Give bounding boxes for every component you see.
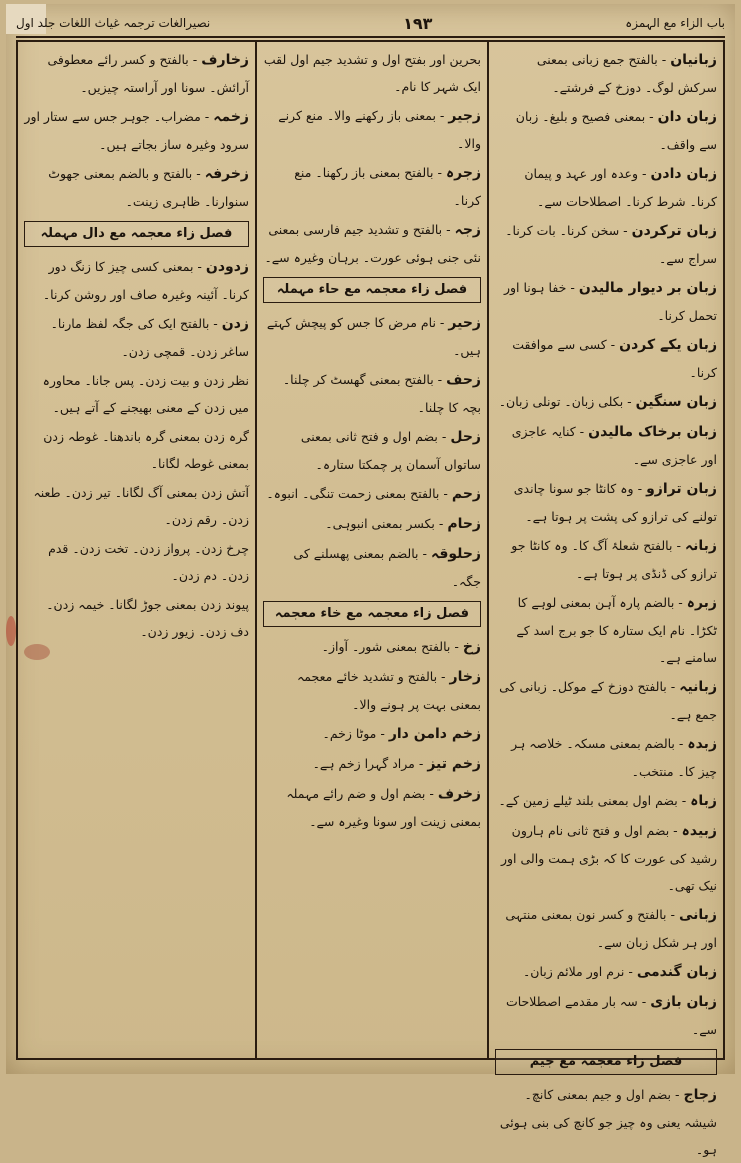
entry-headword: زخار [449,669,481,685]
dictionary-entry: زجاج - بضم اول و جیم بمعنی کانچ۔ شیشہ یعنی وہ چیز جو کانچ کی بنی ہوئی ہو۔ [499,1087,717,1157]
entry-definition: کسی سے موافقت کرنا۔ [512,337,717,380]
entry-headword: زخرفہ [204,166,249,182]
dictionary-entry: زبان سنگین - بکلی زبان۔ تونلی زبان۔ [498,394,717,410]
dictionary-entry: زبان ترکردن - سخن کرنا۔ بات کرنا۔ سراج سے۔ [505,223,717,266]
entry-definition: بالفتح بمعنی شور۔ آواز۔ [321,639,451,654]
entry-headword: زحل [450,429,481,445]
entry-definition: کنایہ عاجزی اور عاجزی سے۔ [511,424,717,467]
dictionary-entry: زبان ترازو - وہ کانٹا جو سونا چاندی تولنے کی ترازو کی پشت پر ہوتا ہے۔ [513,481,717,524]
entry-definition: بضم اول و فتح ثانی نام ہارون رشید کی عورت کا کہ بڑی ہمت والی اور نیک تھی۔ [500,823,717,893]
entry-definition: بالفتح و تشدید خائے معجمہ بمعنی بہت پر ہونے والا۔ [296,669,481,712]
entry-headword: زدودن [205,259,249,275]
left-column [18,42,255,1058]
page-header [16,10,725,38]
dictionary-entry: زبان برخاک مالیدن - کنایہ عاجزی اور عاجزی سے۔ [511,424,717,467]
dictionary-entry: زحف - بالفتح بمعنی گھسٹ کر چلنا۔ بچہ کا چلنا۔ [282,372,481,415]
entry-headword: زجیر [448,108,481,124]
entry-headword: زبانہ [684,538,717,554]
dictionary-entry [263,46,481,100]
section-heading: فصل زاء معجمہ مع جیم [495,1049,717,1075]
entry-definition: مضراب۔ جوہر جس سے ستار اور سرود وغیرہ ساز بجاتے ہیں۔ [24,109,249,152]
dictionary-entry: زبان بر دیوار مالیدن - خفا ہونا اور تحمل کرنا۔ [503,280,717,323]
entry-definition: بالضم بمعنی پھسلنے کی جگہ۔ [293,546,481,589]
entry-headword: زخارف [201,52,249,68]
entry-definition: بالفتح و کسر نون بمعنی منتہی اور ہر شکل زبان سے۔ [505,907,717,950]
dictionary-entry [24,367,249,421]
entry-definition: سخن کرنا۔ بات کرنا۔ سراج سے۔ [505,223,717,266]
dictionary-entry: زبان یکے کردن - کسی سے موافقت کرنا۔ [512,337,717,380]
entry-definition: بمعنی باز رکھنے والا۔ منع کرنے والا۔ [278,108,481,151]
entry-definition: خفا ہونا اور تحمل کرنا۔ [503,280,717,323]
entry-definition: بالفتح و بالضم بمعنی جھوٹ سنوارنا۔ ظاہری زینت۔ [48,166,249,209]
entry-headword: زبان ترازو [646,481,717,497]
dictionary-entry: زخم دامن دار - موٹا زخم۔ [322,726,481,742]
entry-headword: زبیدہ [681,823,717,839]
entry-headword: زجاج [683,1087,717,1103]
dictionary-entry: زحل - بضم اول و فتح ثانی بمعنی ساتواں آسمان پر چمکتا ستارہ۔ [300,429,481,472]
entry-definition: بالفتح بمعنی باز رکھنا۔ منع کرنا۔ [294,165,481,208]
section-heading: فصل زاء معجمہ مع دال مہملہ [24,221,249,247]
three-column-body [16,40,725,1157]
dictionary-entry: زبان بازی - سہ بار مقدمے اصطلاحات سے۔ [505,994,717,1037]
dictionary-entry: زدن - بالفتح ایک کی جگہ لفظ مارنا۔ ساغر زدن۔ قمچی زدن۔ [50,316,249,359]
dictionary-entry [24,479,249,533]
entry-headword: زخم تیز [427,756,481,772]
entry-definition: نظر زدن و بیت زدن۔ پس جانا۔ محاورہ میں زدن کے معنی بھیجنے کے آتے ہیں۔ [42,373,249,415]
entry-definition: بمعنی فصیح و بلیغ۔ زبان سے واقف۔ [515,109,717,152]
entry-headword: زخرف [437,786,481,802]
dictionary-entry: زجہ - بالفتح و تشدید جیم فارسی بمعنی نئی جنی ہوئی عورت۔ برہان وغیرہ سے۔ [264,222,481,265]
entry-headword: زباہ [690,793,717,809]
entry-definition: بکلی زبان۔ تونلی زبان۔ [498,394,624,409]
dictionary-entry: زبانیہ - بالفتح دوزخ کے موکل۔ زبانی کی جمع ہے۔ [499,679,717,722]
entry-headword: زبانی [679,907,717,923]
entry-headword: زخمہ [213,109,249,125]
entry-headword: زحلوقہ [430,546,481,562]
entry-headword: زبان بر دیوار مالیدن [578,280,717,296]
dictionary-entry: زبانہ - بالفتح شعلۂ آگ کا۔ وہ کانٹا جو ترازو کی ڈنڈی پر ہوتا ہے۔ [511,538,717,581]
entry-definition: بالفتح و کسر رائے معطوفی آرائش۔ سونا اور آراستہ چیزیں۔ [47,52,249,95]
dictionary-entry: زخم تیز - مراد گہرا زخم ہے۔ [312,756,481,772]
dictionary-entry: زخمہ - مضراب۔ جوہر جس سے ستار اور سرود وغیرہ ساز بجاتے ہیں۔ [24,109,249,152]
entry-definition: وہ کانٹا جو سونا چاندی تولنے کی ترازو کی پشت پر ہوتا ہے۔ [513,481,717,524]
entry-definition: بالضم بمعنی مسکہ۔ خلاصہ ہر چیز کا۔ منتخب۔ [511,736,717,779]
entry-headword: زبان برخاک مالیدن [588,424,717,440]
entry-definition: بضم اول و فتح ثانی بمعنی ساتواں آسمان پر چمکتا ستارہ۔ [300,429,481,472]
entry-definition: بالضم پارہ آہن بمعنی لوہے کا ٹکڑا۔ نام ایک ستارہ کا جو برج اسد کے سامنے ہے۔ [516,595,717,665]
entry-definition: بضم اول بمعنی بلند ٹیلے زمین کے۔ [498,793,678,808]
entry-headword: زجہ [454,222,481,238]
entry-headword: زبان گندمی [636,964,717,980]
entry-headword: زبان دان [657,109,717,125]
entry-headword: زبان یکے کردن [619,337,717,353]
entry-definition: بالفتح دوزخ کے موکل۔ زبانی کی جمع ہے۔ [499,679,717,722]
entry-definition: بکسر بمعنی انبوہی۔ [325,516,435,531]
entry-headword: زحیر [448,315,481,331]
entry-definition: بالفتح جمع زبانی بمعنی سرکش لوگ۔ دوزخ کے فرشتے۔ [536,52,717,95]
entry-headword: زحام [447,516,481,532]
entry-definition: بمعنی کسی چیز کا زنگ دور کرنا۔ آئینہ وغیرہ صاف اور روشن کرنا۔ [42,259,249,302]
dictionary-entry: زبان دان - بمعنی فصیح و بلیغ۔ زبان سے واقف۔ [515,109,717,152]
entry-definition: نرم اور ملائم زبان۔ [522,964,625,979]
dictionary-entry: زبرہ - بالضم پارہ آہن بمعنی لوہے کا ٹکڑا۔ نام ایک ستارہ کا جو برج اسد کے سامنے ہے۔ [516,595,717,665]
header-right: باب الزاء مع الہمزہ [625,16,725,30]
entry-headword: زحم [451,486,481,502]
entry-definition: پیوند زدن بمعنی جوڑ لگانا۔ خیمہ زدن۔ دف زدن۔ زیور زدن۔ [46,597,249,639]
middle-column [255,42,487,1058]
entry-definition: موٹا زخم۔ [322,726,377,741]
dictionary-entry: زحم - بالفتح بمعنی زحمت تنگی۔ انبوہ۔ [266,486,481,502]
dictionary-entry [24,423,249,477]
ink-stain [6,616,16,646]
entry-definition: بالفتح شعلۂ آگ کا۔ وہ کانٹا جو ترازو کی ڈنڈی پر ہوتا ہے۔ [511,538,717,581]
entry-definition: بالفتح ایک کی جگہ لفظ مارنا۔ ساغر زدن۔ قمچی زدن۔ [50,316,249,359]
entry-definition: وعدہ اور عہد و پیمان کرنا۔ شرط کرنا۔ اصطلاحات سے۔ [524,166,717,209]
dictionary-entry: زبدہ - بالضم بمعنی مسکہ۔ خلاصہ ہر چیز کا۔ منتخب۔ [511,736,717,779]
entry-headword: زبرہ [686,595,717,611]
dictionary-entry: زدودن - بمعنی کسی چیز کا زنگ دور کرنا۔ آئینہ وغیرہ صاف اور روشن کرنا۔ [42,259,249,302]
dictionary-entry: زخارف - بالفتح و کسر رائے معطوفی آرائش۔ سونا اور آراستہ چیزیں۔ [47,52,249,95]
dictionary-entry: زخرفہ - بالفتح و بالضم بمعنی جھوٹ سنوارنا۔ ظاہری زینت۔ [48,166,249,209]
entry-headword: زدن [221,316,249,332]
entry-headword: زبان ترکردن [631,223,717,239]
dictionary-entry: زبان دادن - وعدہ اور عہد و پیمان کرنا۔ شرط کرنا۔ اصطلاحات سے۔ [524,166,717,209]
header-left: نصیرالغات ترجمہ غیاث اللغات جلد اول [16,16,211,30]
entry-headword: زبان دادن [650,166,717,182]
section-heading: فصل زاء معجمہ مع حاء مہملہ [263,277,481,303]
entry-definition: نام مرض کا جس کو پیچش کہتے ہیں۔ [266,315,481,358]
entry-definition: بالفتح بمعنی گھسٹ کر چلنا۔ بچہ کا چلنا۔ [282,372,481,415]
entry-definition: آتش زدن بمعنی آگ لگانا۔ تیر زدن۔ طعنہ زدن۔ رقم زدن۔ [33,485,249,527]
entry-headword: زبانیہ [679,679,717,695]
entry-definition: مراد گہرا زخم ہے۔ [312,756,415,771]
entry-headword: زخم دامن دار [388,726,481,742]
dictionary-entry: زجیر - بمعنی باز رکھنے والا۔ منع کرنے والا۔ [278,108,481,151]
dictionary-entry: زبانی - بالفتح و کسر نون بمعنی منتہی اور ہر شکل زبان سے۔ [505,907,717,950]
entry-definition: بضم اول و جیم بمعنی کانچ۔ شیشہ یعنی وہ چیز جو کانچ کی بنی ہوئی ہو۔ [499,1087,717,1157]
entry-headword: زجرہ [445,165,481,181]
dictionary-entry: زحلوقہ - بالضم بمعنی پھسلنے کی جگہ۔ [293,546,481,589]
dictionary-entry: زحام - بکسر بمعنی انبوہی۔ [325,516,481,532]
dictionary-entry: زبیدہ - بضم اول و فتح ثانی نام ہارون رشید کی عورت کا کہ بڑی ہمت والی اور نیک تھی۔ [500,823,717,893]
entry-headword: زبانیان [670,52,717,68]
entry-headword: زبان بازی [650,994,717,1010]
entry-definition: بحرین اور بفتح اول و تشدید جیم اول لقب ایک شہر کا نام۔ [263,52,481,94]
dictionary-entry [24,591,249,645]
page-number: ۱۹۳ [403,13,433,33]
dictionary-entry: زخار - بالفتح و تشدید خائے معجمہ بمعنی بہت پر ہونے والا۔ [296,669,481,712]
dictionary-entry: زجرہ - بالفتح بمعنی باز رکھنا۔ منع کرنا۔ [294,165,481,208]
dictionary-entry: زحیر - نام مرض کا جس کو پیچش کہتے ہیں۔ [266,315,481,358]
entry-definition: بالفتح بمعنی زحمت تنگی۔ انبوہ۔ [266,486,440,501]
right-column [487,42,723,1157]
dictionary-entry: زبان گندمی - نرم اور ملائم زبان۔ [522,964,717,980]
dictionary-entry: زباہ - بضم اول بمعنی بلند ٹیلے زمین کے۔ [498,793,717,809]
entry-definition: گرہ زدن بمعنی گرہ باندھنا۔ غوطہ زدن بمعنی غوطہ لگانا۔ [43,429,249,471]
entry-definition: چرخ زدن۔ پرواز زدن۔ تخت زدن۔ قدم زدن۔ دم زدن۔ [48,541,249,583]
dictionary-entry: زخ - بالفتح بمعنی شور۔ آواز۔ [321,639,481,655]
page-sheet [6,4,735,1157]
dictionary-entry [24,535,249,589]
entry-headword: زحف [446,372,481,388]
section-heading: فصل زاء معجمہ مع خاء معجمہ [263,601,481,627]
entry-definition: بالفتح و تشدید جیم فارسی بمعنی نئی جنی ہوئی عورت۔ برہان وغیرہ سے۔ [264,222,481,265]
dictionary-entry: زخرف - بضم اول و ضم رائے مہملہ بمعنی زینت اور سونا وغیرہ سے۔ [286,786,481,829]
entry-definition: بضم اول و ضم رائے مہملہ بمعنی زینت اور سونا وغیرہ سے۔ [286,786,481,829]
dictionary-entry: زبانیان - بالفتح جمع زبانی بمعنی سرکش لوگ۔ دوزخ کے فرشتے۔ [536,52,717,95]
entry-headword: زبدہ [687,736,717,752]
entry-headword: زخ [462,639,481,655]
entry-headword: زبان سنگین [635,394,717,410]
entry-definition: سہ بار مقدمے اصطلاحات سے۔ [505,994,717,1037]
